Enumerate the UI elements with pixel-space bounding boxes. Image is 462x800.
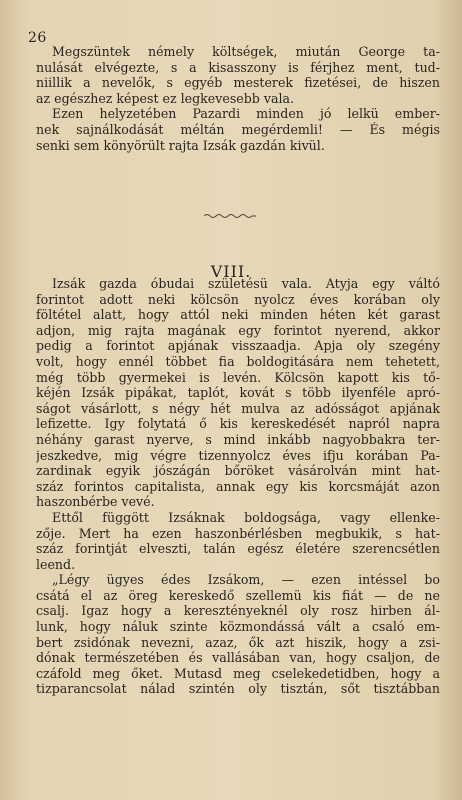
- text-line: lunk, hogy náluk szinte közmondássá vált a csaló em-: [36, 619, 440, 635]
- paragraph-block-main: [36, 276, 440, 697]
- text-line: Ettől függött Izsáknak boldogsága, vagy ellenke-: [52, 509, 440, 525]
- text-line: adjon, mig rajta magának egy forintot nyerend, akkor: [36, 322, 440, 338]
- text-line: „Légy ügyes édes Izsákom, — ezen intéssel bo: [52, 572, 440, 588]
- ornamental-divider: [204, 212, 256, 220]
- paragraph-block-top: [36, 44, 440, 153]
- text-line: senki sem könyörült rajta Izsák gazdán kivül.: [36, 137, 325, 153]
- text-line: néhány garast nyerve, s mind inkább nagyobbakra ter-: [36, 431, 440, 447]
- text-line: száz forintját elveszti, talán egész életére szerencsétlen: [36, 541, 440, 557]
- text-line: zardinak egyik jószágán bőröket vásárolván mint hat-: [36, 463, 440, 479]
- text-line: nek sajnálkodását méltán megérdemli! — És mégis: [36, 121, 440, 137]
- text-line: Ezen helyzetében Pazardi minden jó lelkü ember-: [52, 106, 440, 122]
- text-line: haszonbérbe vevé.: [36, 494, 155, 510]
- text-line: csalj. Igaz hogy a keresztényeknél oly rosz hirben ál-: [36, 603, 440, 619]
- page-number: 26: [28, 30, 47, 46]
- text-line: zője. Mert ha ezen haszonbérlésben megbukik, s hat-: [36, 525, 440, 541]
- text-line: kéjén Izsák pipákat, taplót, kovát s több ilyenféle apró-: [36, 385, 440, 401]
- text-line: leend.: [36, 556, 76, 572]
- text-line: Megszüntek némely költségek, miután George ta-: [52, 44, 440, 59]
- text-line: czáfold meg őket. Mutasd meg cselekedetidben, hogy a: [36, 665, 440, 681]
- text-line: nulását elvégezte, s a kisasszony is férjhez ment, tud-: [36, 59, 440, 75]
- text-line: száz forintos capitalista, annak egy kis korcsmáját azon: [36, 478, 440, 494]
- text-line: lefizette. Igy folytatá ő kis kereskedését napról napra: [36, 416, 440, 432]
- text-line: bert zsidónak nevezni, azaz, ők azt hiszik, hogy a zsi-: [36, 634, 440, 650]
- text-line: niillik a nevelők, s egyéb mesterek fizetései, de hiszen: [36, 75, 440, 91]
- text-line: forintot adott neki kölcsön nyolcz éves korában oly: [36, 291, 440, 307]
- text-line: föltétel alatt, hogy attól neki minden héten két garast: [36, 307, 440, 323]
- text-line: ságot vásárlott, s négy hét mulva az adósságot apjának: [36, 400, 440, 416]
- text-line: jeszkedve, mig végre tizennyolcz éves ifju korában Pa-: [36, 447, 440, 463]
- text-line: tizparancsolat nálad szintén oly tisztán, sőt tisztábban: [36, 681, 440, 697]
- text-line: Izsák gazda óbudai születésü vala. Atyja egy váltó: [52, 276, 440, 291]
- text-line: dónak természetében és vallásában van, hogy csaljon, de: [36, 650, 440, 666]
- text-line: még több gyermekei is levén. Kölcsön kapott kis tő-: [36, 369, 440, 385]
- text-line: volt, hogy ennél többet fia boldogitására nem tehetett,: [36, 353, 440, 369]
- text-line: pedig a forintot apjának visszaadja. Apja oly szegény: [36, 338, 440, 354]
- text-line: csátá el az öreg kereskedő szellemü kis fiát — de ne: [36, 587, 440, 603]
- chapter-heading-text: VIII.: [210, 262, 252, 281]
- text-line: az egészhez képest ez legkevesebb vala.: [36, 90, 295, 106]
